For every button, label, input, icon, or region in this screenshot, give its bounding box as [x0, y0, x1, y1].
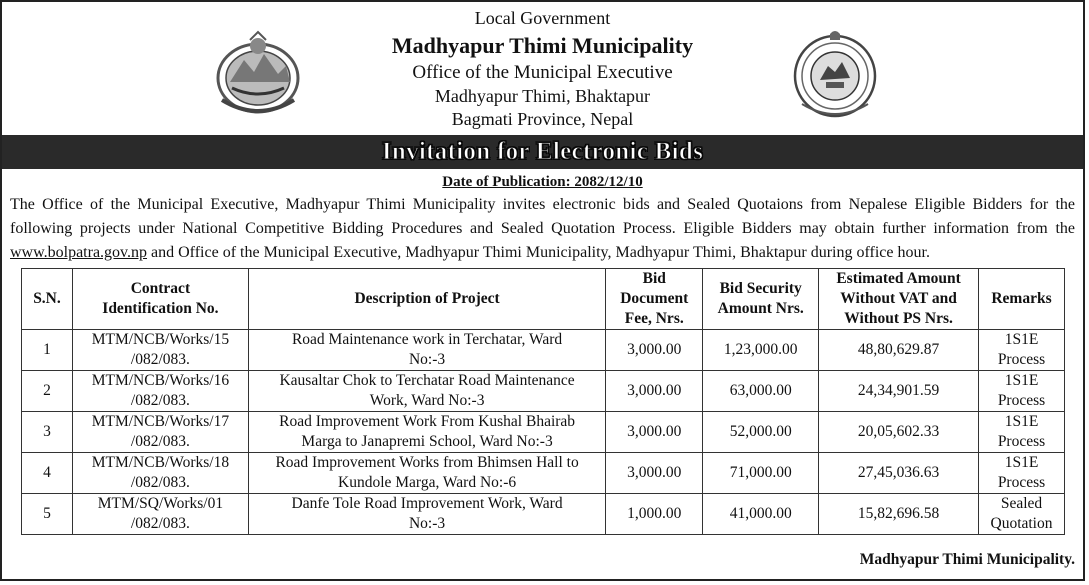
cell-remarks: 1S1E Process — [979, 412, 1065, 453]
cell-remarks: 1S1E Process — [979, 371, 1065, 412]
cell-sn: 2 — [22, 371, 73, 412]
municipality-title: Madhyapur Thimi Municipality — [391, 32, 694, 58]
cell-remarks: 1S1E Process — [979, 453, 1065, 494]
intro-text-end: and Office of the Municipal Executive, Madhyapur Thimi Municipality, Madhyapur Thimi, Bhaktapur during office hour. — [147, 244, 930, 261]
cell-sn: 5 — [22, 494, 73, 535]
cell-sn: 3 — [22, 412, 73, 453]
publication-date: Date of Publication: 2082/12/10 — [442, 174, 643, 190]
table-row — [22, 371, 1065, 412]
header-contract-id: Contract Identification No. — [72, 269, 248, 330]
cell-contract-id: MTM/NCB/Works/17 /082/083. — [72, 412, 248, 453]
notice-header — [2, 2, 1083, 135]
table-row — [22, 494, 1065, 535]
cell-doc-fee: 3,000.00 — [606, 453, 703, 494]
cell-bid-security: 63,000.00 — [703, 371, 819, 412]
cell-description: Kausaltar Chok to Terchatar Road Maintenance Work, Ward No:-3 — [248, 371, 605, 412]
cell-bid-security: 71,000.00 — [703, 453, 819, 494]
office-label: Office of the Municipal Executive — [412, 61, 673, 83]
cell-doc-fee: 3,000.00 — [606, 371, 703, 412]
table-row — [22, 330, 1065, 371]
table-row — [22, 412, 1065, 453]
header-bid-security: Bid Security Amount Nrs. — [703, 269, 819, 330]
header-estimated-amount: Estimated Amount Without VAT and Without PS Nrs. — [819, 269, 979, 330]
header-remarks: Remarks — [979, 269, 1065, 330]
table-row — [22, 453, 1065, 494]
address-line: Madhyapur Thimi, Bhaktapur — [434, 85, 651, 106]
cell-contract-id: MTM/NCB/Works/16 /082/083. — [72, 371, 248, 412]
province-line: Bagmati Province, Nepal — [451, 108, 634, 129]
municipality-seal-icon — [788, 28, 882, 120]
cell-sn: 4 — [22, 453, 73, 494]
cell-contract-id: MTM/NCB/Works/18 /082/083. — [72, 453, 248, 494]
table-header-row — [22, 269, 1065, 330]
cell-description: Road Improvement Work From Kushal Bhairab Marga to Janapremi School, Ward No:-3 — [248, 412, 605, 453]
intro-paragraph — [2, 193, 1083, 265]
intro-text-start: The Office of the Municipal Executive, Madhyapur Thimi Municipality invites electronic bids and Sealed Quotaions from Nepalese Eligible Bidders for the following projects under National Competitive Bidding Procedures and Sealed Quotation Process. Eligible Bidders may obtain further information from the — [10, 196, 1075, 237]
cell-bid-security: 1,23,000.00 — [703, 330, 819, 371]
cell-estimated-amount: 48,80,629.87 — [819, 330, 979, 371]
cell-doc-fee: 1,000.00 — [606, 494, 703, 535]
cell-doc-fee: 3,000.00 — [606, 330, 703, 371]
cell-estimated-amount: 24,34,901.59 — [819, 371, 979, 412]
cell-description: Road Maintenance work in Terchatar, Ward No:-3 — [248, 330, 605, 371]
cell-doc-fee: 3,000.00 — [606, 412, 703, 453]
cell-description: Road Improvement Works from Bhimsen Hall to Kundole Marga, Ward No:-6 — [248, 453, 605, 494]
cell-remarks: Sealed Quotation — [979, 494, 1065, 535]
cell-sn: 1 — [22, 330, 73, 371]
footer-signature: Madhyapur Thimi Municipality. — [859, 551, 1075, 568]
header-description: Description of Project — [248, 269, 605, 330]
bolpatra-link[interactable]: www.bolpatra.gov.np — [10, 244, 148, 261]
nepal-emblem-icon — [212, 30, 304, 116]
cell-remarks: 1S1E Process — [979, 330, 1065, 371]
notice-banner: Invitation for Electronic Bids — [2, 135, 1083, 169]
cell-contract-id: MTM/SQ/Works/01 /082/083. — [72, 494, 248, 535]
cell-estimated-amount: 27,45,036.63 — [819, 453, 979, 494]
cell-description: Danfe Tole Road Improvement Work, Ward No:-3 — [248, 494, 605, 535]
cell-bid-security: 52,000.00 — [703, 412, 819, 453]
cell-bid-security: 41,000.00 — [703, 494, 819, 535]
bids-table — [21, 268, 1065, 535]
header-sn: S.N. — [22, 269, 73, 330]
header-doc-fee: Bid Document Fee, Nrs. — [606, 269, 703, 330]
local-government-label: Local Government — [474, 8, 611, 28]
cell-estimated-amount: 15,82,696.58 — [819, 494, 979, 535]
cell-contract-id: MTM/NCB/Works/15 /082/083. — [72, 330, 248, 371]
cell-estimated-amount: 20,05,602.33 — [819, 412, 979, 453]
